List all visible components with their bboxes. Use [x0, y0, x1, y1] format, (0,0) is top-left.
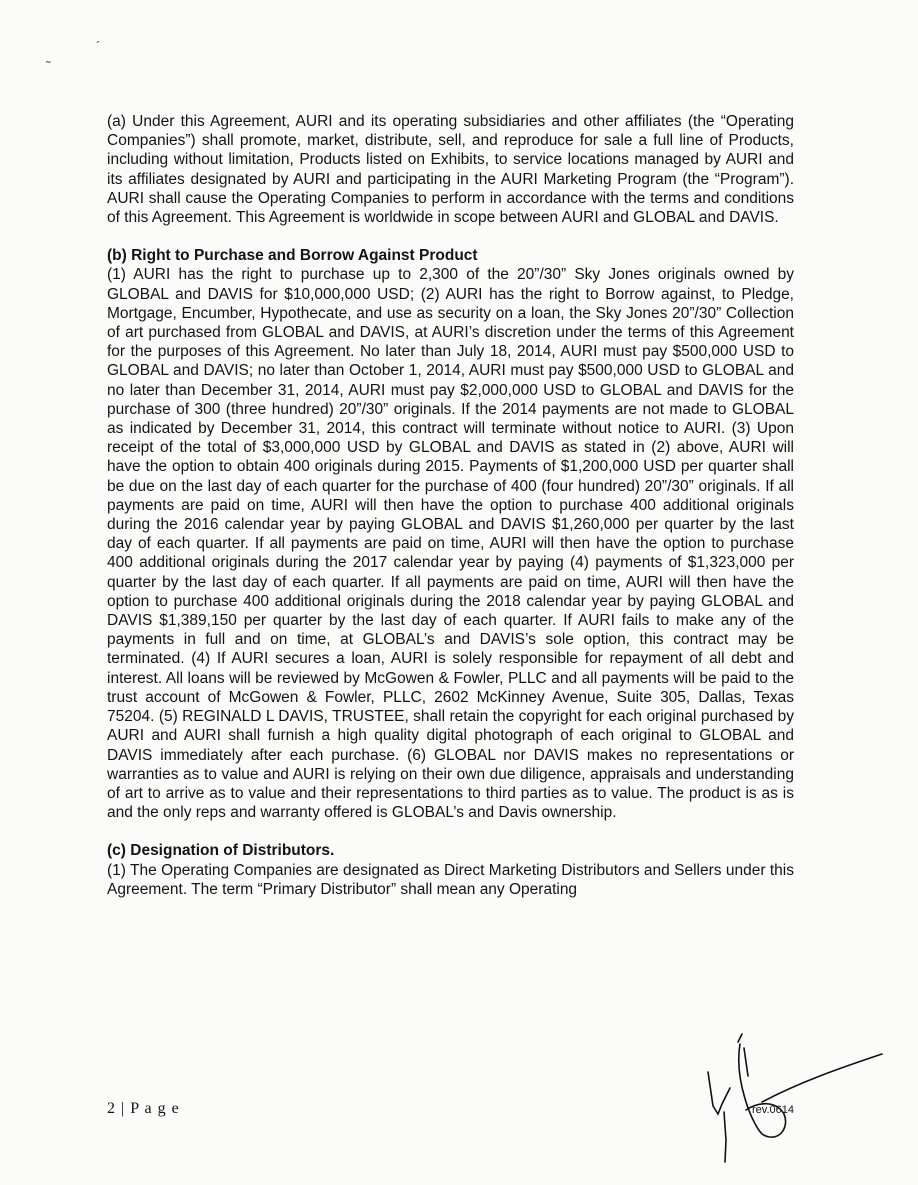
revision-label: rev.0614 [752, 1104, 794, 1116]
section-b-heading: (b) Right to Purchase and Borrow Against Product [107, 247, 478, 265]
section-b-paragraph: (1) AURI has the right to purchase up to 2,300 of the 20”/30” Sky Jones originals owned by GLOBAL and DAVIS for $10,000,000 USD; (2) AURI has the right to Borrow against, to Pledge, Mortgage, Encumber, Hypothecate, and use as security on a loan, the Sky Jones 20”/30” Collection of art purchased from GLOBAL and DAVIS, at AURI’s discretion under the terms of this Agreement for the purposes of this Agreement. No later than July 18, 2014, AURI must pay $500,000 USD to GLOBAL and DAVIS; no later than October 1, 2014, AURI must pay $500,000 USD to GLOBAL and no later than December 31, 2014, AURI must pay $2,000,000 USD to GLOBAL and DAVIS for the purchase of 300 (three hundred) 20”/30” originals. If the 2014 payments are not made to GLOBAL as indicated by December 31, 2014, this contract will terminate without notice to AURI. (3) Upon receipt of the total of $3,000,000 USD by GLOBAL and DAVIS as stated in (2) above, AURI will have the option to obtain 400 originals during 2015. Payments of $1,200,000 USD per quarter shall be due on the last day of each quarter for the purchase of 400 (four hundred) 20”/30” originals. If all payments are paid on time, AURI will then have the option to purchase 400 additional originals during the 2016 calendar year by paying GLOBAL and DAVIS $1,260,000 per quarter by the last day of each quarter. If all payments are paid on time, AURI will then have the option to purchase 400 additional originals during the 2017 calendar year by paying (4) payments of $1,323,000 per quarter by the last day of each quarter. If all payments are paid on time, AURI will then have the option to purchase 400 additional originals during the 2018 calendar year by paying GLOBAL and DAVIS $1,389,150 per quarter by the last day of each quarter. If AURI fails to make any of the payments in full and on time, at GLOBAL’s and DAVIS’s sole option, this contract may be terminated. (4) If AURI secures a loan, AURI is solely responsible for repayment of all debt and interest. All loans will be reviewed by McGowen & Fowler, PLLC and all payments will be paid to the trust account of McGowen & Fowler, PLLC, 2602 McKinney Avenue, Suite 305, Dallas, Texas 75204. (5) REGINALD L DAVIS, TRUSTEE, shall retain the copyright for each original purchased by AURI and AURI shall furnish a high quality digital photograph of each original to GLOBAL and DAVIS immediately after each purchase. (6) GLOBAL nor DAVIS makes no representations or warranties as to value and AURI is relying on their own due diligence, appraisals and understanding of art to arrive as to value and their representations to third parties as to value. The product is as is and the only reps and warranty offered is GLOBAL’s and Davis ownership. [107, 266, 794, 822]
section-c-heading: (c) Designation of Distributors. [107, 842, 335, 860]
scan-mark: ´ [96, 38, 101, 54]
section-a-paragraph: (a) Under this Agreement, AURI and its operating subsidiaries and other affiliates (the “Operating Companies”) shall promote, market, distribute, sell, and reproduce for sale a full line of Products, including without limitation, Products listed on Exhibits, to service locations managed by AURI and its affiliates designated by AURI and participating in the AURI Marketing Program (the “Program”). AURI shall cause the Operating Companies to perform in accordance with the terms and conditions of this Agreement. This Agreement is worldwide in scope between AURI and GLOBAL and DAVIS. [107, 113, 794, 227]
section-c-paragraph: (1) The Operating Companies are designated as Direct Marketing Distributors and Sellers under this Agreement. The term “Primary Distributor” shall mean any Operating [107, 861, 794, 898]
signature-initials [650, 1010, 890, 1170]
document-body [107, 112, 794, 899]
page-number: 2 | P a g e [107, 1100, 180, 1117]
scan-mark: ˜ [46, 58, 51, 74]
